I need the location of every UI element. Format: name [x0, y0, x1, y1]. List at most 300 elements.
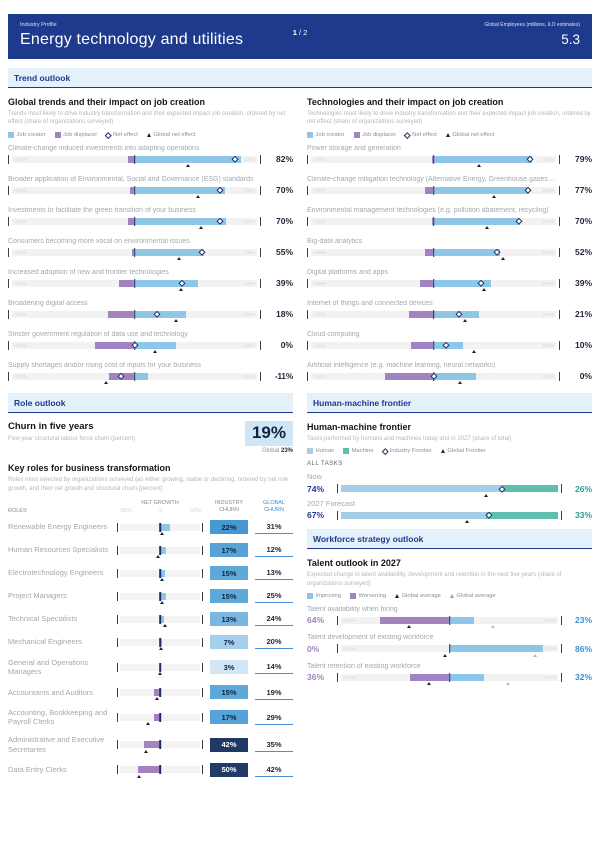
bar-track-wrap [337, 484, 562, 493]
worsening-swatch-icon [350, 593, 356, 599]
machine-share-value: 26% [574, 483, 592, 494]
legend-item [307, 132, 345, 138]
legend-label: Net effect [113, 131, 138, 138]
trends-chart-title: Global trends and their impact on job creation [8, 97, 206, 107]
legend-item [55, 132, 98, 138]
hmf-legend [307, 448, 592, 454]
page-current: 1 [292, 28, 297, 37]
role-name: Mechanical Engineers [8, 637, 82, 647]
axis-max-label: 100% [542, 249, 554, 255]
trends-legend [8, 132, 293, 138]
worsening-value: 0% [307, 643, 320, 654]
global-growth-marker [156, 555, 160, 558]
axis-min-label: -100% [14, 249, 28, 255]
axis-max-label: 100% [542, 218, 554, 224]
axis-max-label: 100% [542, 373, 554, 379]
legend-label: Job displacer [63, 131, 98, 138]
bar-track [311, 311, 556, 318]
trend-row-label: Investments to facilitate the green transition of your business [8, 206, 196, 214]
roles-table-header [8, 500, 293, 514]
role-name: Administrative and Executive Secretaries [8, 735, 105, 754]
job-creator-bar [434, 249, 500, 256]
legend-label: Global average [401, 592, 441, 599]
axis-min-label: -100% [313, 311, 327, 317]
roles-rows [8, 520, 293, 777]
improving-value: 32% [574, 672, 592, 683]
trend-row [8, 300, 293, 320]
axis-max-label: 100% [542, 311, 554, 317]
zero-line [134, 155, 136, 164]
header-left [20, 22, 244, 49]
trend-row-label: Stricter government regulation of data use and technology [8, 330, 188, 338]
trend-row-value: 77% [574, 185, 592, 196]
net-growth-track [120, 593, 200, 600]
global-net-effect-marker [501, 257, 505, 260]
churn-block [8, 421, 293, 455]
bar-track [311, 187, 556, 194]
job-displacer-bar [108, 311, 135, 318]
net-growth-bar [160, 593, 166, 600]
axis-max-label: 100% [544, 674, 556, 680]
job-creator-bar [135, 249, 205, 256]
zero-line [134, 279, 136, 288]
section-workforce: Workforce strategy outlook [307, 529, 592, 549]
zero-line [159, 765, 161, 774]
global-marker-icon [395, 594, 399, 598]
job-creator-bar [135, 280, 199, 287]
net-growth-track [120, 524, 200, 531]
machine-bar [502, 485, 558, 492]
zero-line [433, 279, 435, 288]
global-growth-marker [146, 722, 150, 725]
global-net-effect-marker [482, 288, 486, 291]
net-growth-bar-wrap [117, 546, 203, 555]
job-creator-bar [135, 187, 226, 194]
hmf-row-label: Now [307, 472, 323, 482]
trend-row-value: -11% [274, 371, 293, 382]
roles-chart-title: Key roles for business transformation [8, 463, 171, 474]
content-columns [8, 88, 592, 786]
bar-track [341, 512, 558, 519]
net-growth-bar-wrap [117, 688, 203, 697]
global-average-worsening-marker [407, 625, 411, 628]
job-creator-bar [135, 218, 227, 225]
global-churn-cell: 31% [255, 520, 293, 535]
zero-line [159, 569, 161, 578]
page-separator: / [298, 28, 304, 37]
net-growth-bar-wrap [117, 713, 203, 722]
industry-churn-cell: 17% [210, 710, 248, 724]
talent-rows [307, 606, 592, 683]
net-effect-diamond-icon [382, 448, 388, 454]
zero-line [433, 186, 435, 195]
bar-track-wrap [8, 186, 261, 195]
trend-row-bar [8, 185, 293, 195]
industry-churn-cell: 42% [210, 738, 248, 752]
talent-row-label: Talent retention of existing workforce [307, 662, 421, 670]
zero-line [159, 740, 161, 749]
net-growth-track [120, 664, 200, 671]
net-growth-bar-wrap [117, 765, 203, 774]
trend-row-value: 18% [275, 309, 293, 320]
trend-row-bar [8, 278, 293, 288]
job-creator-bar [135, 373, 148, 380]
global-growth-marker [137, 775, 141, 778]
trend-row [8, 238, 293, 258]
talent-chart-subtitle: Expected change in talent availability, development and retention in the next five years (share of organizations surveyed) [307, 572, 562, 587]
axis-min-label: -100% [343, 674, 357, 680]
job-creator-bar [434, 218, 521, 225]
bar-track-wrap [337, 673, 562, 682]
global-net-effect-marker [186, 164, 190, 167]
net-effect-diamond-icon [404, 132, 410, 138]
machine-share-value: 33% [574, 510, 592, 521]
zero-line [159, 592, 161, 601]
header-eyebrow: Industry Profile [20, 22, 57, 28]
col-global-churn: GLOBAL CHURN [262, 500, 285, 513]
bar-track [311, 156, 556, 163]
trend-row-label: Broadening digital access [8, 299, 88, 307]
axis-max-label: 100% [243, 373, 255, 379]
churn-figures [245, 421, 293, 455]
bar-track-wrap [8, 310, 261, 319]
net-growth-track [120, 741, 200, 748]
legend-item [354, 132, 397, 138]
net-growth-track [120, 639, 200, 646]
axis-min-label: -100% [14, 218, 28, 224]
axis-min-label: -100% [313, 187, 327, 193]
human-bar [341, 512, 486, 519]
net-growth-bar-wrap [117, 663, 203, 672]
legend-item [383, 448, 432, 454]
global-average-worsening-marker [427, 682, 431, 685]
section-hmf: Human-machine frontier [307, 393, 592, 413]
trend-row-value: 10% [574, 340, 592, 351]
job-creator-bar [135, 311, 186, 318]
hmf-row [307, 484, 592, 494]
role-row [8, 612, 293, 627]
role-row [8, 763, 293, 778]
displacer-swatch-icon [55, 132, 61, 138]
human-share-value: 74% [307, 483, 325, 494]
job-creator-bar [135, 156, 242, 163]
hmf-chart-subtitle: Tasks performed by humans and machines today and in 2027 (share of total) [307, 435, 512, 442]
header-metric-value: 5.3 [561, 32, 580, 47]
trend-row-value: 70% [275, 216, 293, 227]
axis-max-label: 100% [243, 311, 255, 317]
global-net-effect-marker [153, 350, 157, 353]
role-name: Electrotechnology Engineers [8, 568, 104, 578]
bar-track-wrap [8, 217, 261, 226]
global-growth-marker [160, 532, 164, 535]
role-name: Technical Specialists [8, 614, 78, 624]
global-marker-icon [450, 594, 454, 598]
net-growth-bar [160, 524, 170, 531]
axis-min-label: -100% [343, 646, 357, 652]
left-column [8, 88, 293, 786]
global-net-effect-marker [174, 319, 178, 322]
legend-label: Industry Frontier [389, 448, 432, 455]
zero-line [159, 638, 161, 647]
zero-line [134, 310, 136, 319]
axis-min-label: -100% [313, 280, 327, 286]
bar-track [12, 187, 257, 194]
industry-churn-cell: 3% [210, 660, 248, 674]
trend-row-label: Digital platforms and apps [307, 268, 388, 276]
global-net-effect-marker [199, 226, 203, 229]
role-row [8, 566, 293, 581]
bar-track-wrap [307, 279, 560, 288]
trend-row-value: 70% [275, 185, 293, 196]
zero-line [449, 616, 451, 625]
zero-line [159, 615, 161, 624]
trend-row [8, 207, 293, 227]
trend-row-bar [307, 278, 592, 288]
roles-chart-subtitle: Roles most selected by organizations surveyed (as either growing, stable or declining, ordered by net role growth, and their net growth and structural churn (percent) [8, 477, 289, 492]
legend-label: Job creator [315, 131, 345, 138]
trend-row [307, 269, 592, 289]
global-growth-marker [160, 578, 164, 581]
net-growth-track [120, 547, 200, 554]
trend-row-label: Cloud computing [307, 330, 360, 338]
bar-track [311, 342, 556, 349]
bar-track-wrap [307, 186, 560, 195]
churn-global [245, 448, 293, 454]
bar-track [341, 674, 558, 681]
improving-bar [450, 617, 475, 624]
axis-min-label: -100% [313, 373, 327, 379]
bar-track-wrap [8, 279, 261, 288]
churn-title: Churn in five years [8, 420, 94, 432]
trend-row-bar [8, 371, 293, 381]
improving-value: 23% [574, 615, 592, 626]
net-growth-track [120, 616, 200, 623]
job-displacer-bar [420, 280, 433, 287]
net-growth-bar-wrap [117, 523, 203, 532]
legend-item [307, 593, 341, 599]
human-share-value: 67% [307, 510, 325, 521]
zero-line [433, 155, 435, 164]
bar-track-wrap [8, 341, 261, 350]
col-roles: ROLES [8, 507, 27, 514]
role-row [8, 735, 293, 754]
industry-churn-cell: 15% [210, 589, 248, 603]
churn-text [8, 421, 245, 448]
global-net-effect-marker [196, 195, 200, 198]
axis-max-label: 100% [243, 280, 255, 286]
global-churn-cell: 35% [255, 737, 293, 752]
bar-track-wrap [337, 644, 562, 653]
bar-track-wrap [8, 155, 261, 164]
trend-row-value: 39% [574, 278, 592, 289]
industry-churn-cell: 17% [210, 543, 248, 557]
industry-churn-cell: 50% [210, 763, 248, 777]
net-growth-bar-wrap [117, 569, 203, 578]
trend-row-bar [8, 247, 293, 257]
section-trend-outlook: Trend outlook [8, 68, 592, 88]
bar-track-wrap [307, 217, 560, 226]
techs-rows [307, 145, 592, 382]
bar-track-wrap [307, 341, 560, 350]
trend-row [307, 176, 592, 196]
axis-min-label: -100% [14, 373, 28, 379]
trend-row-value: 39% [275, 278, 293, 289]
zero-line [433, 310, 435, 319]
global-growth-marker [158, 672, 162, 675]
creator-swatch-icon [307, 132, 313, 138]
global-net-effect-marker [485, 226, 489, 229]
trend-row-bar [307, 247, 592, 257]
trend-row-value: 0% [579, 371, 592, 382]
legend-label: Machine [351, 448, 374, 455]
role-name: General and Operations Managers [8, 657, 89, 677]
trends-rows [8, 145, 293, 382]
hmf-rows [307, 472, 592, 520]
scale-min: -50% [119, 507, 132, 514]
improving-swatch-icon [307, 593, 313, 599]
talent-row-label: Talent availability when hiring [307, 605, 398, 613]
talent-row [307, 634, 592, 654]
job-creator-bar [434, 187, 530, 194]
global-churn-cell: 20% [255, 635, 293, 650]
trend-row-label: Big-data analytics [307, 237, 363, 245]
global-churn-cell: 12% [255, 543, 293, 558]
axis-max-label: 100% [243, 156, 255, 162]
role-name: Human Resources Specialists [8, 545, 109, 555]
trend-row [8, 145, 293, 165]
net-growth-bar [138, 766, 160, 773]
bar-track [311, 249, 556, 256]
bar-track [341, 617, 558, 624]
talent-legend [307, 593, 592, 599]
global-growth-marker [163, 624, 167, 627]
job-creator-bar [434, 156, 532, 163]
talent-row [307, 606, 592, 626]
page-indicator [244, 28, 356, 49]
zero-line [433, 217, 435, 226]
axis-min-label: -100% [343, 617, 357, 623]
techs-legend [307, 132, 592, 138]
zero-line [134, 186, 136, 195]
axis-min-label: -100% [313, 156, 327, 162]
bar-track-wrap [307, 248, 560, 257]
bar-track [12, 342, 257, 349]
bar-track-wrap [307, 310, 560, 319]
churn-global-label: Global [261, 448, 280, 455]
job-creator-bar [135, 342, 177, 349]
trend-row-label: Environmental management technologies (e.g. pollution abatement, recycling) [307, 206, 549, 214]
machine-bar [486, 512, 558, 519]
global-growth-marker [144, 750, 148, 753]
axis-max-label: 100% [542, 156, 554, 162]
trend-row [307, 300, 592, 320]
global-churn-cell: 13% [255, 566, 293, 581]
industry-churn-cell: 7% [210, 635, 248, 649]
axis-min-label: -100% [14, 311, 28, 317]
global-growth-marker [155, 697, 159, 700]
net-growth-label: NET GROWTH [141, 500, 179, 507]
axis-max-label: 100% [243, 249, 255, 255]
global-growth-marker [160, 601, 164, 604]
global-churn-cell: 29% [255, 710, 293, 725]
improving-bar [450, 674, 485, 681]
trend-row-bar [307, 216, 592, 226]
bar-track [341, 645, 558, 652]
churn-global-value: 23% [280, 448, 293, 455]
legend-label: Job displacer [362, 131, 397, 138]
hmf-group-label: ALL TASKS [307, 461, 343, 468]
global-frontier-marker [465, 520, 469, 523]
improving-value: 86% [574, 643, 592, 654]
role-name: Data Entry Clerks [8, 765, 67, 775]
global-net-effect-marker [104, 381, 108, 384]
role-row [8, 589, 293, 604]
legend-label: Improving [315, 592, 341, 599]
trend-row-label: Increased adoption of new and frontier technologies [8, 268, 169, 276]
job-displacer-bar [385, 373, 434, 380]
net-growth-track [120, 766, 200, 773]
col-net-growth [117, 500, 203, 514]
trend-row-bar [307, 371, 592, 381]
zero-line [134, 372, 136, 381]
net-growth-bar-wrap [117, 740, 203, 749]
role-row [8, 658, 293, 677]
axis-min-label: -100% [14, 342, 28, 348]
role-row [8, 520, 293, 535]
trend-row-label: Climate-change induced investments into adapting operations [8, 144, 200, 152]
net-growth-track [120, 570, 200, 577]
bar-track-wrap [8, 248, 261, 257]
col-industry-churn: INDUSTRY CHURN [214, 500, 243, 513]
axis-max-label: 100% [542, 342, 554, 348]
techs-chart-title: Technologies and their impact on job creation [307, 97, 504, 107]
talent-row-label: Talent development of existing workforce [307, 634, 434, 642]
human-bar [341, 485, 502, 492]
trend-row-bar [8, 216, 293, 226]
trend-row-bar [8, 154, 293, 164]
legend-item [350, 593, 386, 599]
global-churn-cell: 24% [255, 612, 293, 627]
trend-row-value: 79% [574, 154, 592, 165]
trend-row-bar [8, 340, 293, 350]
bar-track [12, 311, 257, 318]
creator-swatch-icon [8, 132, 14, 138]
global-average-improving-marker [533, 654, 537, 657]
bar-track [12, 249, 257, 256]
net-growth-bar [144, 741, 160, 748]
churn-subtitle: Five-year structural labour force churn (percent) [8, 435, 136, 442]
trend-row-label: Supply shortages and/or rising cost of inputs for your business [8, 361, 201, 369]
displacer-swatch-icon [354, 132, 360, 138]
global-churn-cell: 42% [255, 763, 293, 778]
bar-track-wrap [8, 372, 261, 381]
page-total: 2 [303, 28, 308, 37]
bar-track-wrap [337, 511, 562, 520]
trend-row-value: 52% [574, 247, 592, 258]
talent-chart-title: Talent outlook in 2027 [307, 558, 401, 569]
improving-bar [450, 645, 543, 652]
global-churn-cell: 25% [255, 589, 293, 604]
global-churn-cell: 14% [255, 660, 293, 675]
trend-row-value: 0% [280, 340, 293, 351]
legend-label: Worsening [358, 592, 387, 599]
global-average-improving-marker [491, 625, 495, 628]
industry-churn-cell: 13% [210, 612, 248, 626]
legend-item [395, 593, 441, 599]
churn-value: 19% [245, 421, 293, 446]
machine-swatch-icon [343, 448, 349, 454]
trend-row-label: Climate-change mitigation technology (Alternative Energy, Greenhouse gases… [307, 175, 555, 183]
